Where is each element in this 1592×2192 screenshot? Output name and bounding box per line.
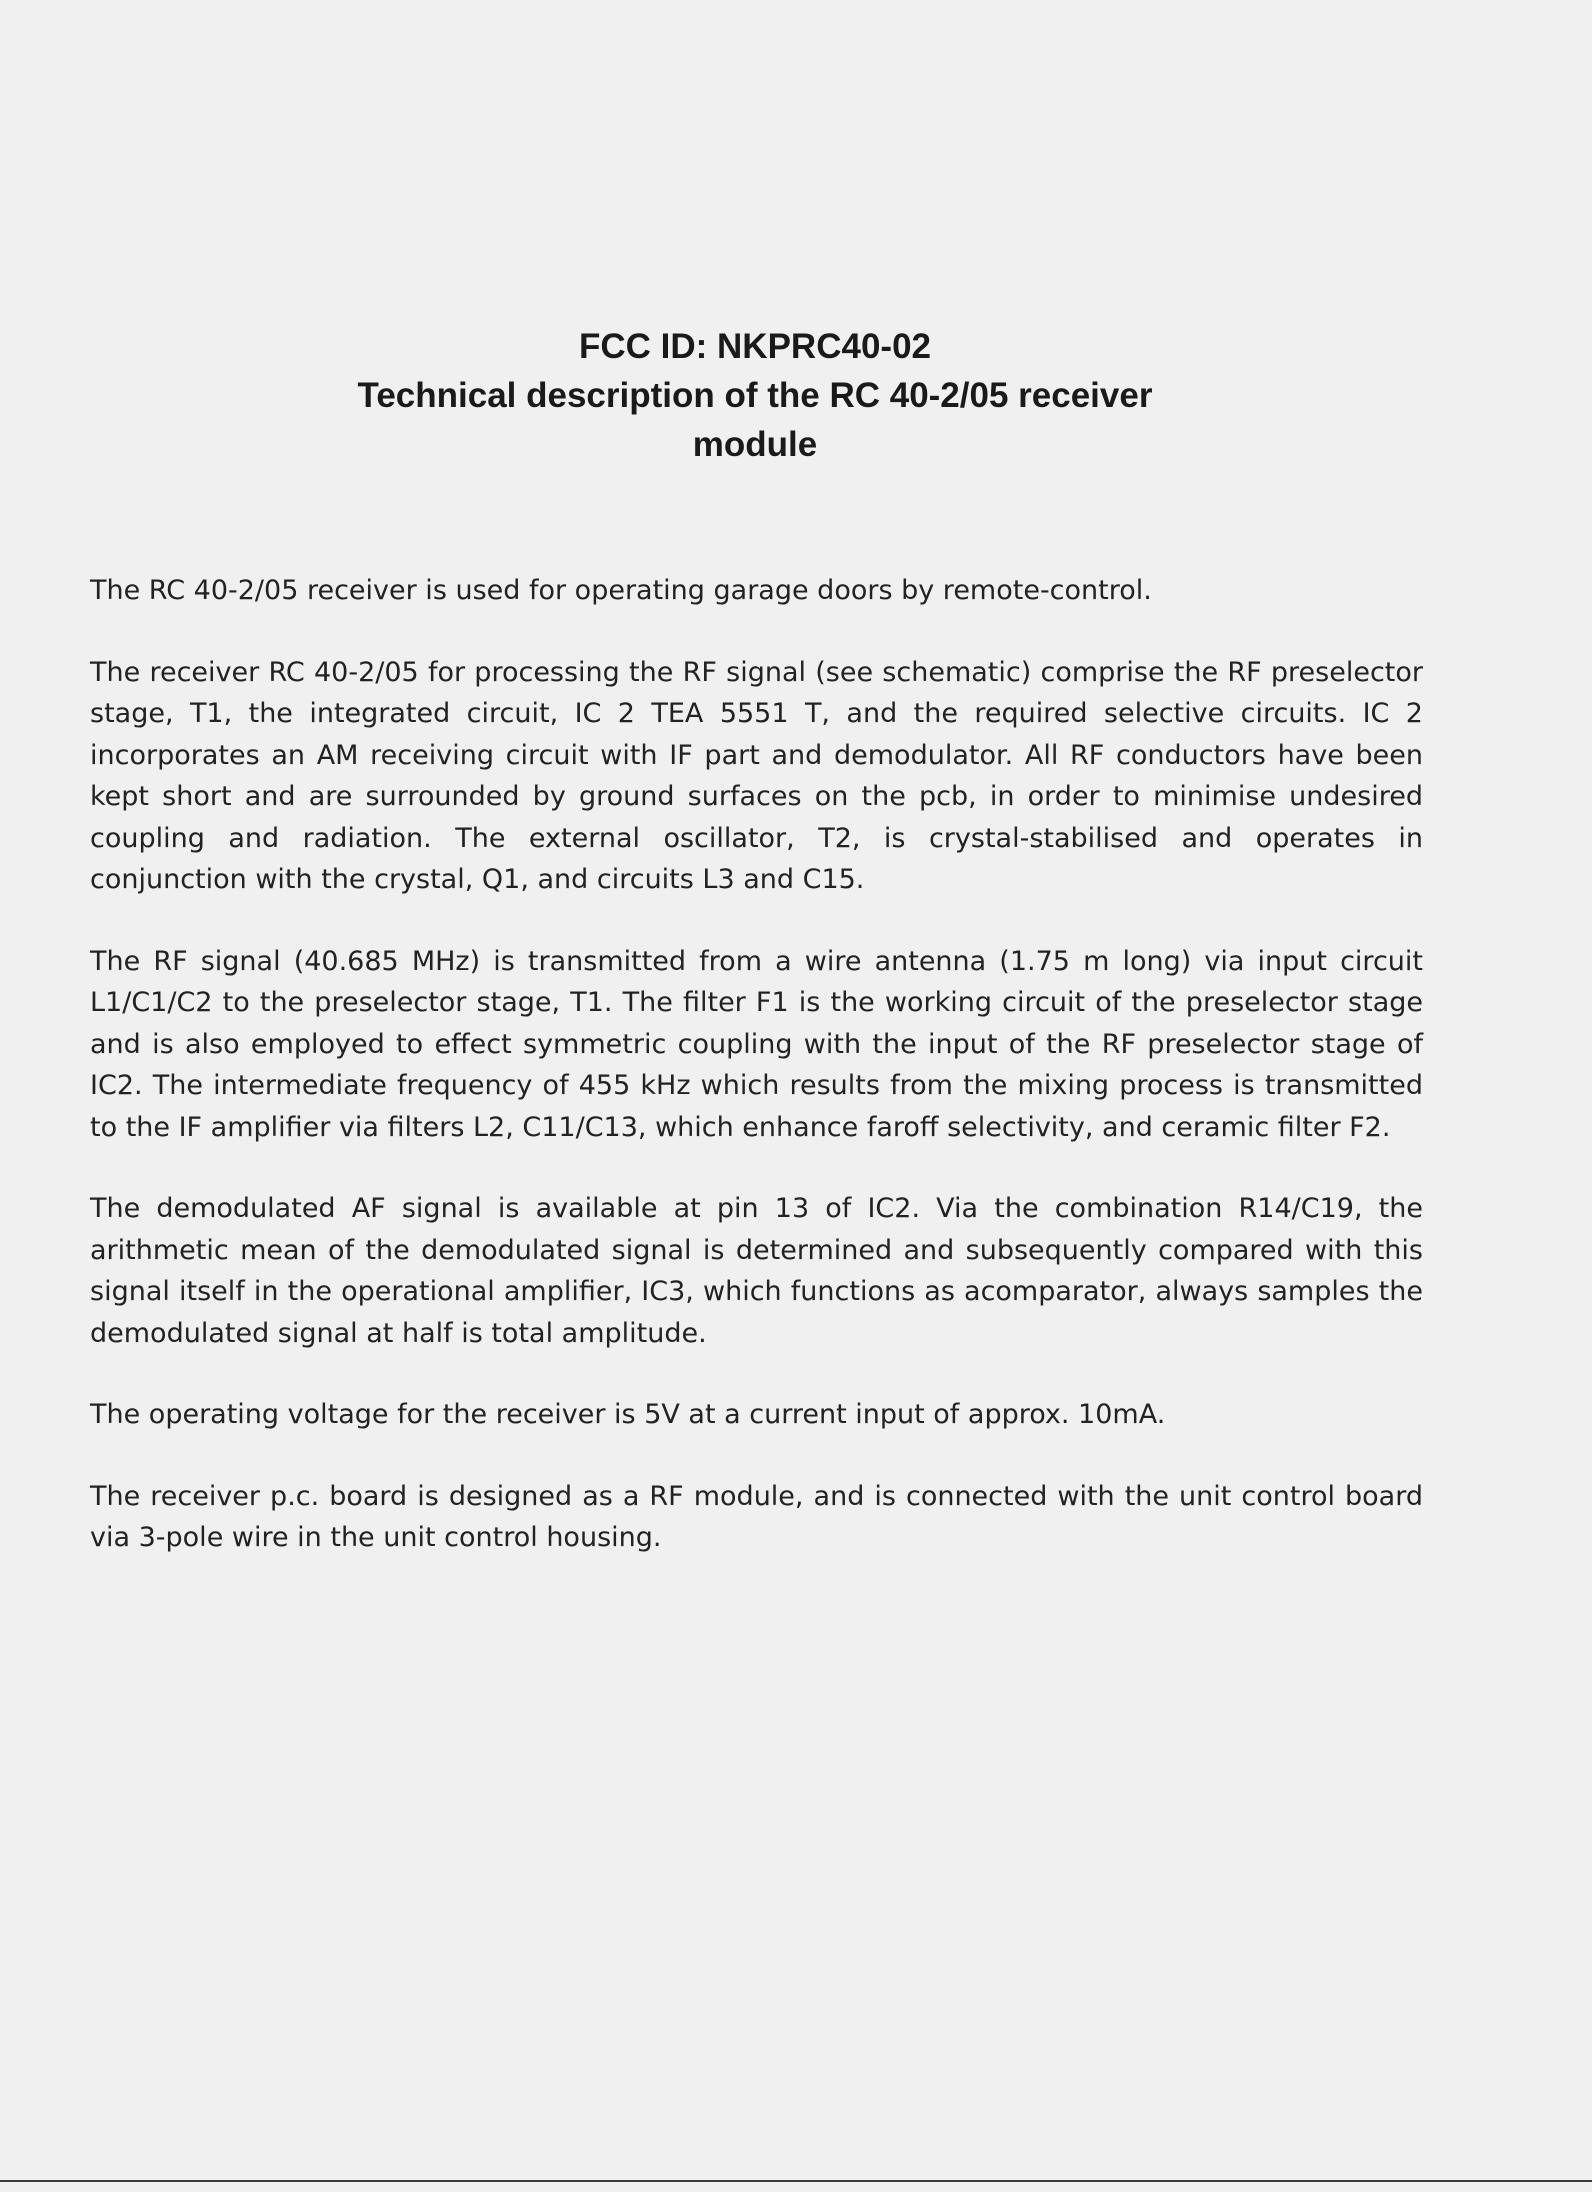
- title-description: Technical description of the RC 40-2/05 receiver: [357, 376, 1153, 415]
- title-module: module: [692, 425, 818, 464]
- document-body: [90, 570, 1423, 1599]
- paragraph-usage: The RC 40-2/05 receiver is used for operating garage doors by remote-control.: [90, 575, 1152, 606]
- paragraph-signal-processing: The receiver RC 40-2/05 for processing the RF signal (see schematic) comprise the RF preselector stage, T1, the integrated circuit, IC 2 TEA 5551 T, and the required selective circuits. IC 2 incorporates an AM receiving circuit with IF part and demodulator. All RF conductors have been kept short and are surrounded by ground surfaces on the pcb, in order to minimise undesired coupling and radiation. The external oscillator, T2, is crystal-stabilised and operates in conjunction with the crystal, Q1, and circuits L3 and C15.: [90, 656, 1423, 895]
- paragraph-rf-signal: The RF signal (40.685 MHz) is transmitted from a wire antenna (1.75 m long) via input circuit L1/C1/C2 to the preselector stage, T1. The filter F1 is the working circuit of the preselector stage and is also employed to effect symmetric coupling with the input of the RF preselector stage of IC2. The intermediate frequency of 455 kHz which results from the mixing process is transmitted to the IF amplifier via filters L2, C11/C13, which enhance faroff selectivity, and ceramic filter F2.: [90, 945, 1423, 1143]
- paragraph-operating-voltage: The operating voltage for the receiver is 5V at a current input of approx. 10mA.: [90, 1399, 1166, 1430]
- paragraph-board-design: The receiver p.c. board is designed as a RF module, and is connected with the unit control board via 3-pole wire in the unit control housing.: [90, 1480, 1423, 1553]
- scan-edge-line: [0, 2180, 1592, 2182]
- title-fcc-id: FCC ID: NKPRC40-02: [579, 327, 931, 366]
- paragraph-demodulation: The demodulated AF signal is available at pin 13 of IC2. Via the combination R14/C19, the arithmetic mean of the demodulated signal is determined and subsequently compared with this signal itself in the operational amplifier, IC3, which functions as acomparator, always samples the demodulated signal at half is total amplitude.: [90, 1193, 1423, 1349]
- document-title: [0, 322, 1510, 469]
